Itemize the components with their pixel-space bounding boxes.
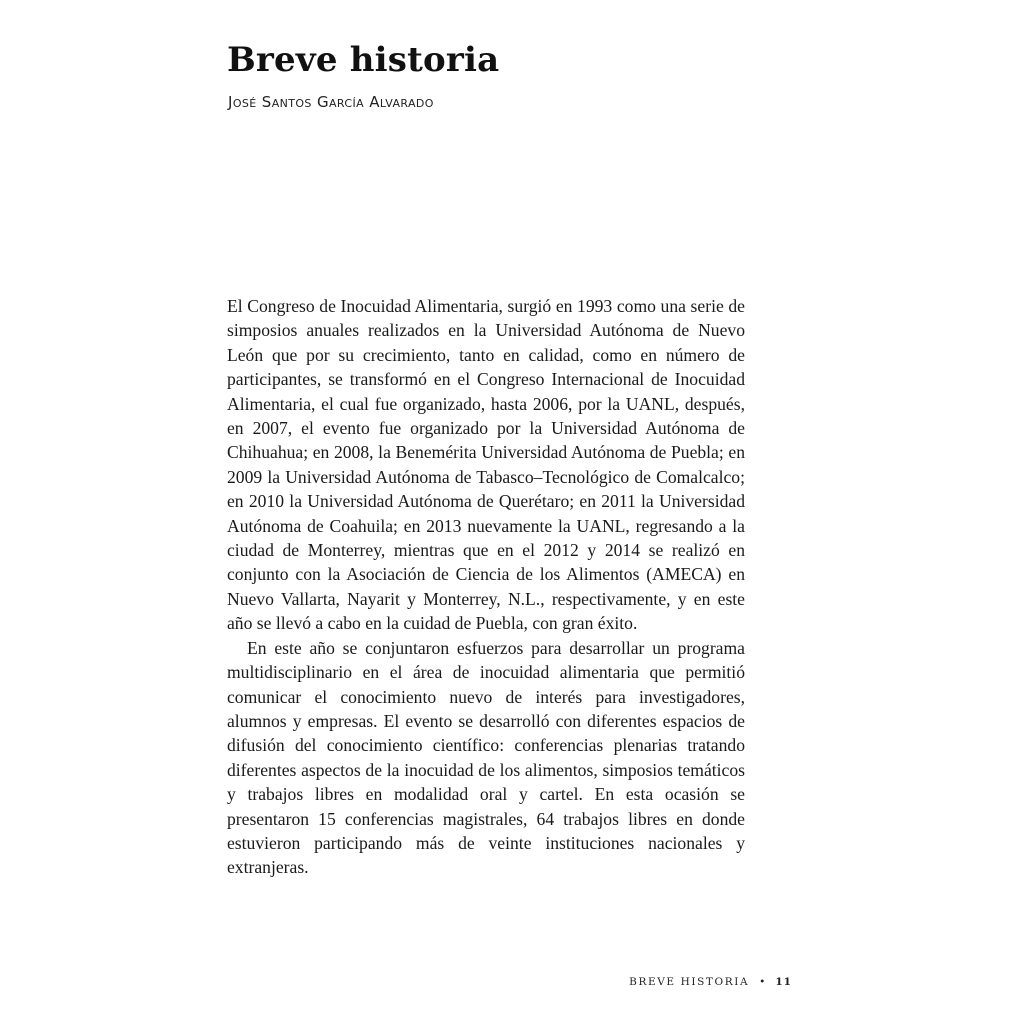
paragraph-1: El Congreso de Inocuidad Alimentaria, surgió en 1993 como una serie de simposios anuales realizados en la Universidad Autónoma de Nuevo León que por su crecimiento, tanto en calidad, como en número de participantes, se transformó en el Congreso Internacional de Inocuidad Alimentaria, el cual fue organizado, hasta 2006, por la UANL, después, en 2007, el evento fue organizado por la Universidad Autónoma de Chihuahua; en 2008, la Benemérita Universidad Autónoma de Puebla; en 2009 la Universidad Autónoma de Tabasco–Tecnológico de Comalcalco; en 2010 la Universidad Autónoma de Querétaro; en 2011 la Universidad Autónoma de Coahuila; en 2013 nuevamente la UANL, regresando a la ciudad de Monterrey, mientras que en el 2012 y 2014 se realizó en conjunto con la Asociación de Ciencia de los Alimentos (AMECA) en Nuevo Vallarta, Nayarit y Monterrey, N.L., respectivamente, y en este año se llevó a cabo en la cuidad de Puebla, con gran éxito. <box>227 296 745 634</box>
page-number: 11 <box>775 976 792 988</box>
paragraph-2: En este año se conjuntaron esfuerzos para desarrollar un programa multidisciplinario en el área de inocuidad alimentaria que permitió comunicar el conocimiento nuevo de interés para investigadores, alumnos y empresas. El evento se desarrolló con diferentes espacios de difusión del conocimiento científico: conferencias plenarias tratando diferentes aspectos de la inocuidad de los alimentos, simposios temáticos y trabajos libres en modalidad oral y cartel. En esta ocasión se presentaron 15 conferencias magistrales, 64 trabajos libres en donde estuvieron participando más de veinte instituciones nacionales y extranjeras. <box>227 637 745 878</box>
running-head: BREVE HISTORIA <box>629 976 750 988</box>
page-title: Breve historia <box>227 40 500 80</box>
footer-separator: • <box>759 976 766 988</box>
body-text <box>227 294 745 880</box>
author-name: José Santos García Alvarado <box>228 93 434 111</box>
page-footer <box>629 974 792 990</box>
